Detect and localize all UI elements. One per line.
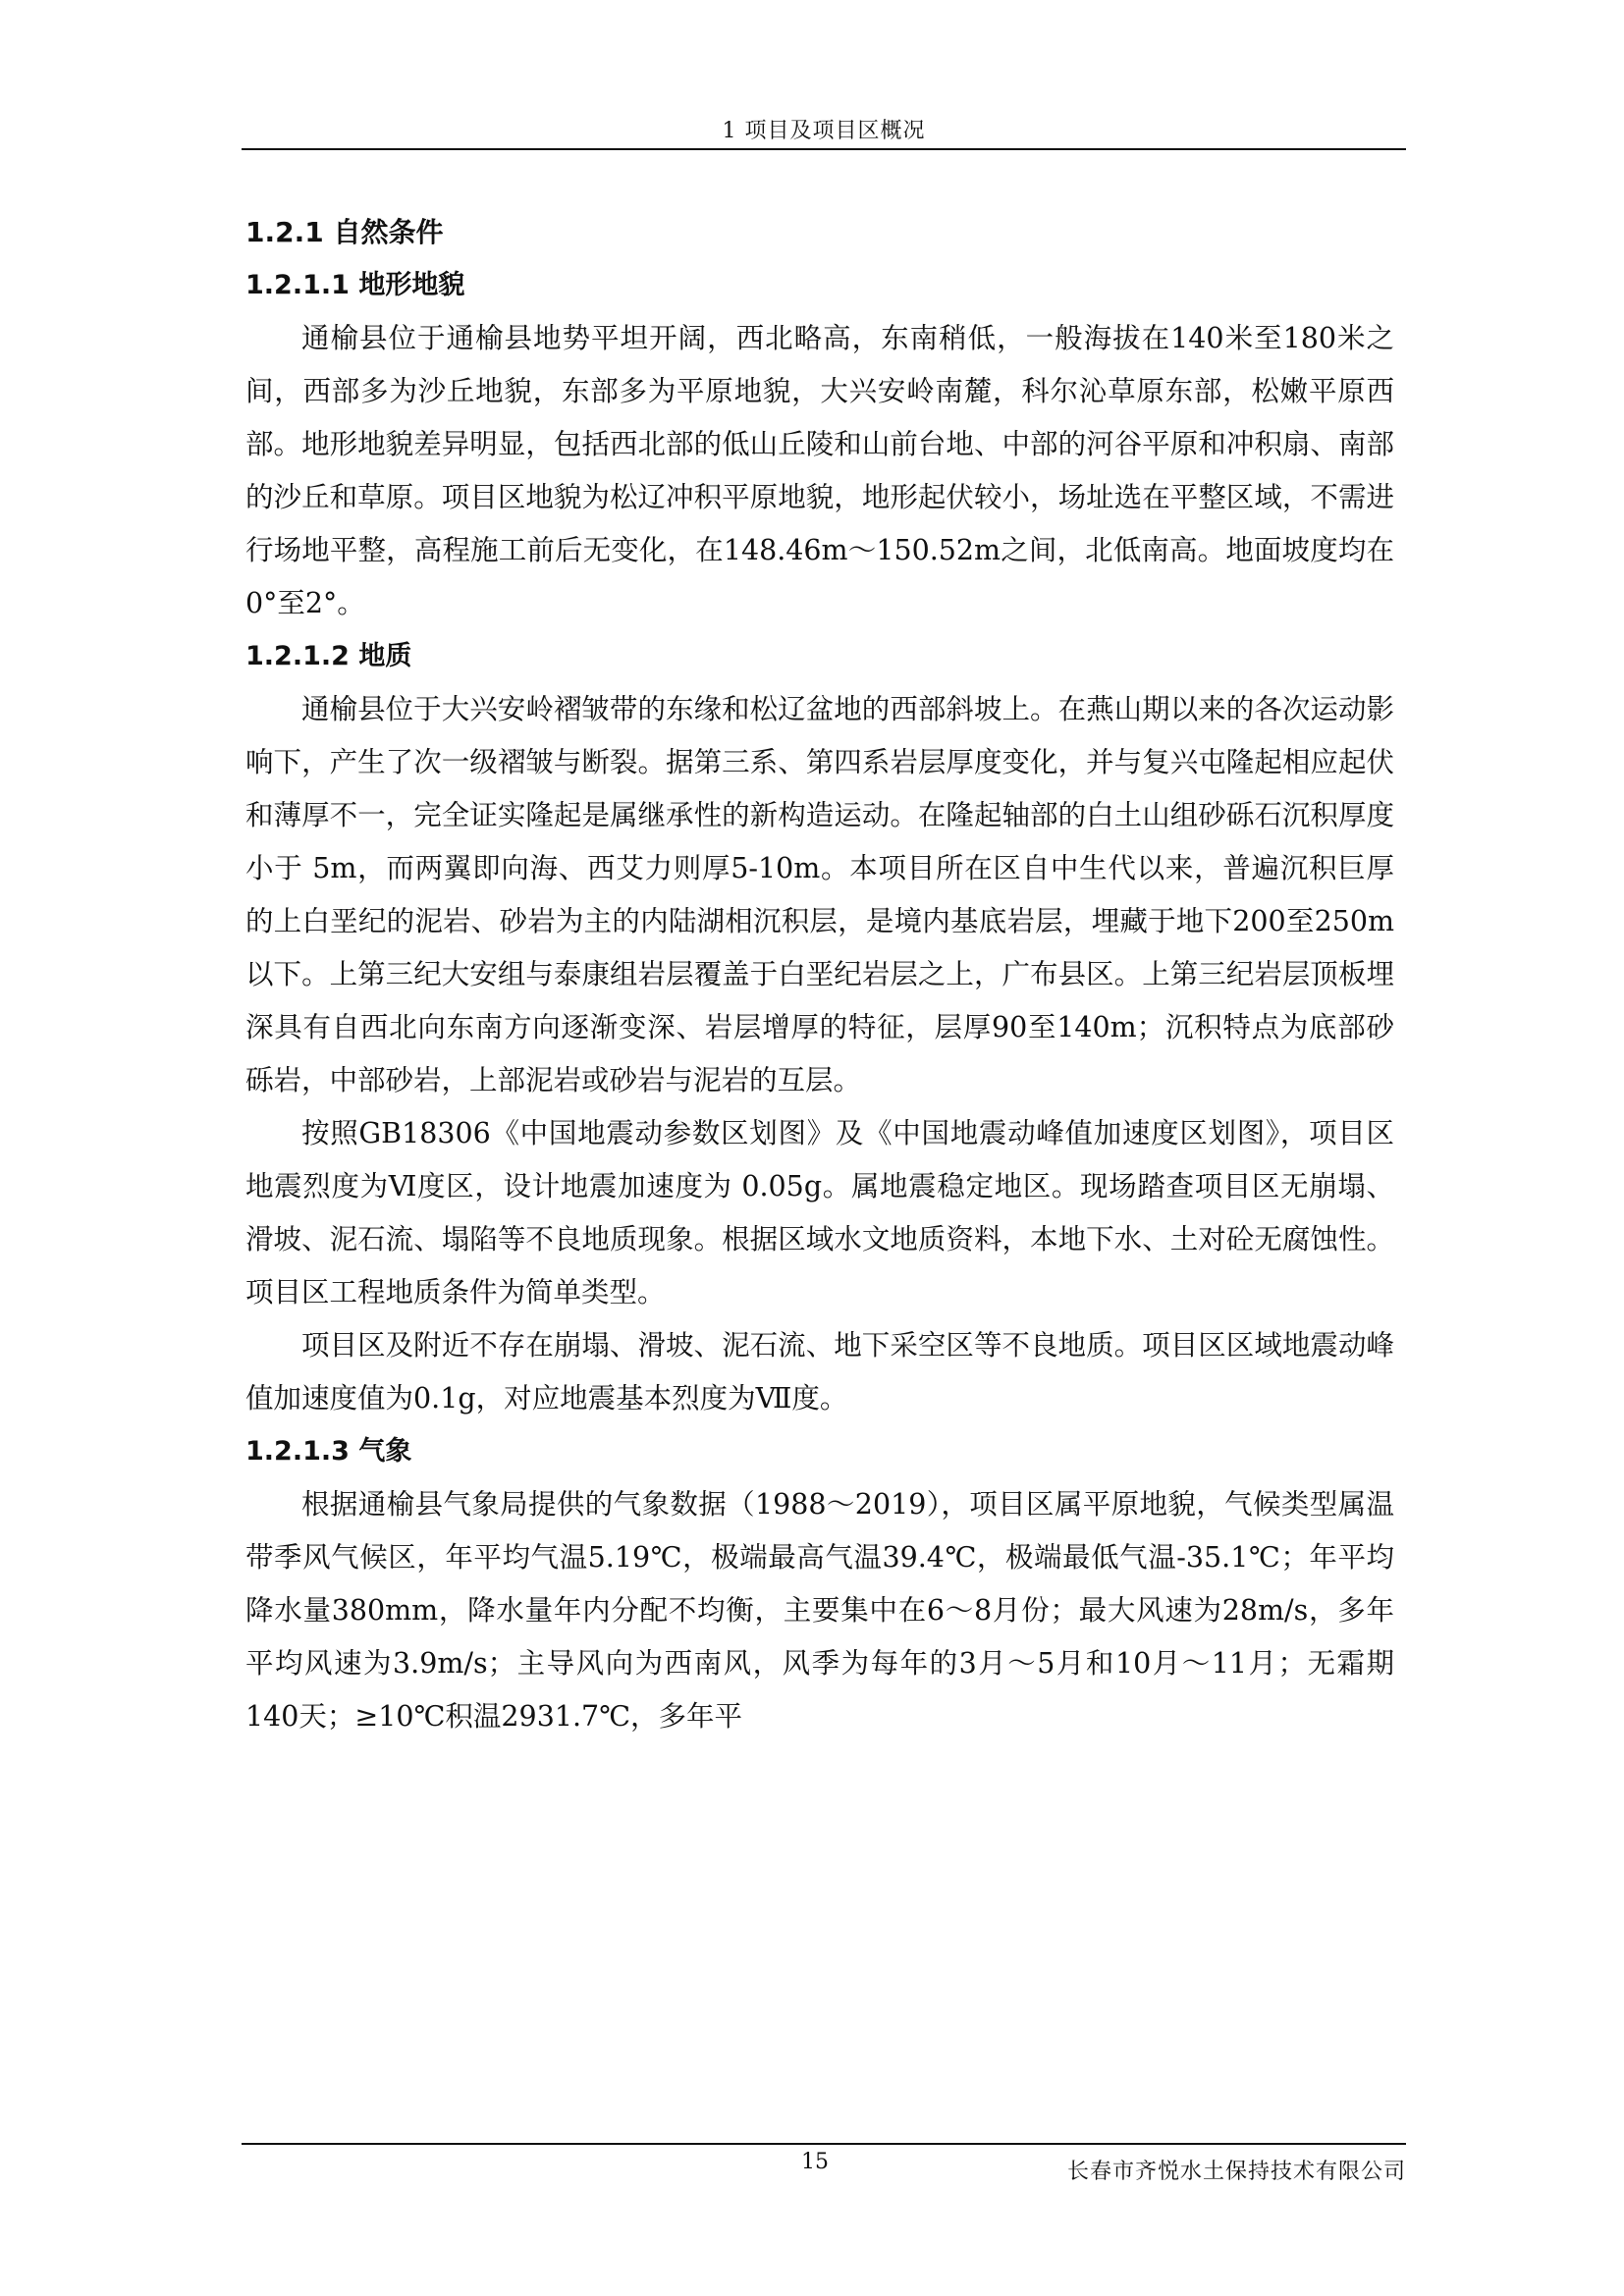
company-name: 长春市齐悦水土保持技术有限公司 [1066, 2160, 1406, 2184]
paragraph-geology-1: 通榆县位于大兴安岭褶皱带的东缘和松辽盆地的西部斜坡上。在燕山期以来的各次运动影响下，产生了次一级褶皱与断裂。据第三系、第四系岩层厚度变化，并与复兴屯隆起相应起伏和薄厚不一，完全证实隆起是属继承性的新构造运动。在隆起轴部的白土山组砂砾石沉积厚度小于 5m，而两翼即向海、西艾力则厚5-10m。本项目所在区自中生代以来，普遍沉积巨厚的上白垩纪的泥岩、砂岩为主的内陆湖相沉积层，是境内基底岩层，埋藏于地下200至250m以下。上第三纪大安组与泰康组岩层覆盖于白垩纪岩层之上，广布县区。上第三纪岩层顶板埋深具有自西北向东南方向逐渐变深、岩层增厚的特征，层厚90至140m；沉积特点为底部砂砾岩，中部砂岩，上部泥岩或砂岩与泥岩的互层。 [245, 693, 1394, 1096]
paragraph-meteorology: 根据通榆县气象局提供的气象数据（1988～2019），项目区属平原地貌，气候类型属温带季风气候区，年平均气温5.19℃，极端最高气温39.4℃，极端最低气温-35.1℃；年平均降水量380mm，降水量年内分配不均衡，主要集中在6～8月份；最大风速为28m/s，多年平均风速为3.9m/s；主导风向为西南风，风季为每年的3月～5月和10月～11月；无霜期140天；≥10℃积温2931.7℃，多年平 [245, 1488, 1394, 1733]
paragraph-terrain: 通榆县位于通榆县地势平坦开阔，西北略高，东南稍低，一般海拔在140米至180米之间，西部多为沙丘地貌，东部多为平原地貌，大兴安岭南麓，科尔沁草原东部，松嫩平原西部。地形地貌差异明显，包括西北部的低山丘陵和山前台地、中部的河谷平原和冲积扇、南部的沙丘和草原。项目区地貌为松辽冲积平原地貌，地形起伏较小，场址选在平整区域，不需进行场地平整，高程施工前后无变化，在148.46m～150.52m之间，北低南高。地面坡度均在0°至2°。 [245, 322, 1394, 619]
running-header: 1 项目及项目区概况 [722, 119, 926, 143]
section-heading-1-2-1: 1.2.1 自然条件 [245, 216, 444, 248]
header-rule [242, 148, 1406, 150]
footer-rule [242, 2143, 1406, 2145]
section-heading-1-2-1-1: 1.2.1.1 地形地貌 [245, 270, 465, 300]
section-heading-1-2-1-2: 1.2.1.2 地质 [245, 641, 412, 671]
section-heading-1-2-1-3: 1.2.1.3 气象 [245, 1436, 412, 1467]
paragraph-geology-3: 项目区及附近不存在崩塌、滑坡、泥石流、地下采空区等不良地质。项目区区域地震动峰值加速度值为0.1g，对应地震基本烈度为Ⅶ度。 [245, 1329, 1394, 1415]
paragraph-geology-2: 按照GB18306《中国地震动参数区划图》及《中国地震动峰值加速度区划图》，项目区地震烈度为Ⅵ度区，设计地震加速度为 0.05g。属地震稳定地区。现场踏查项目区无崩塌、滑坡、泥石流、塌陷等不良地质现象。根据区域水文地质资料，本地下水、土对砼无腐蚀性。项目区工程地质条件为简单类型。 [245, 1117, 1394, 1308]
page-number: 15 [801, 2150, 829, 2174]
page-content [245, 206, 1394, 1743]
